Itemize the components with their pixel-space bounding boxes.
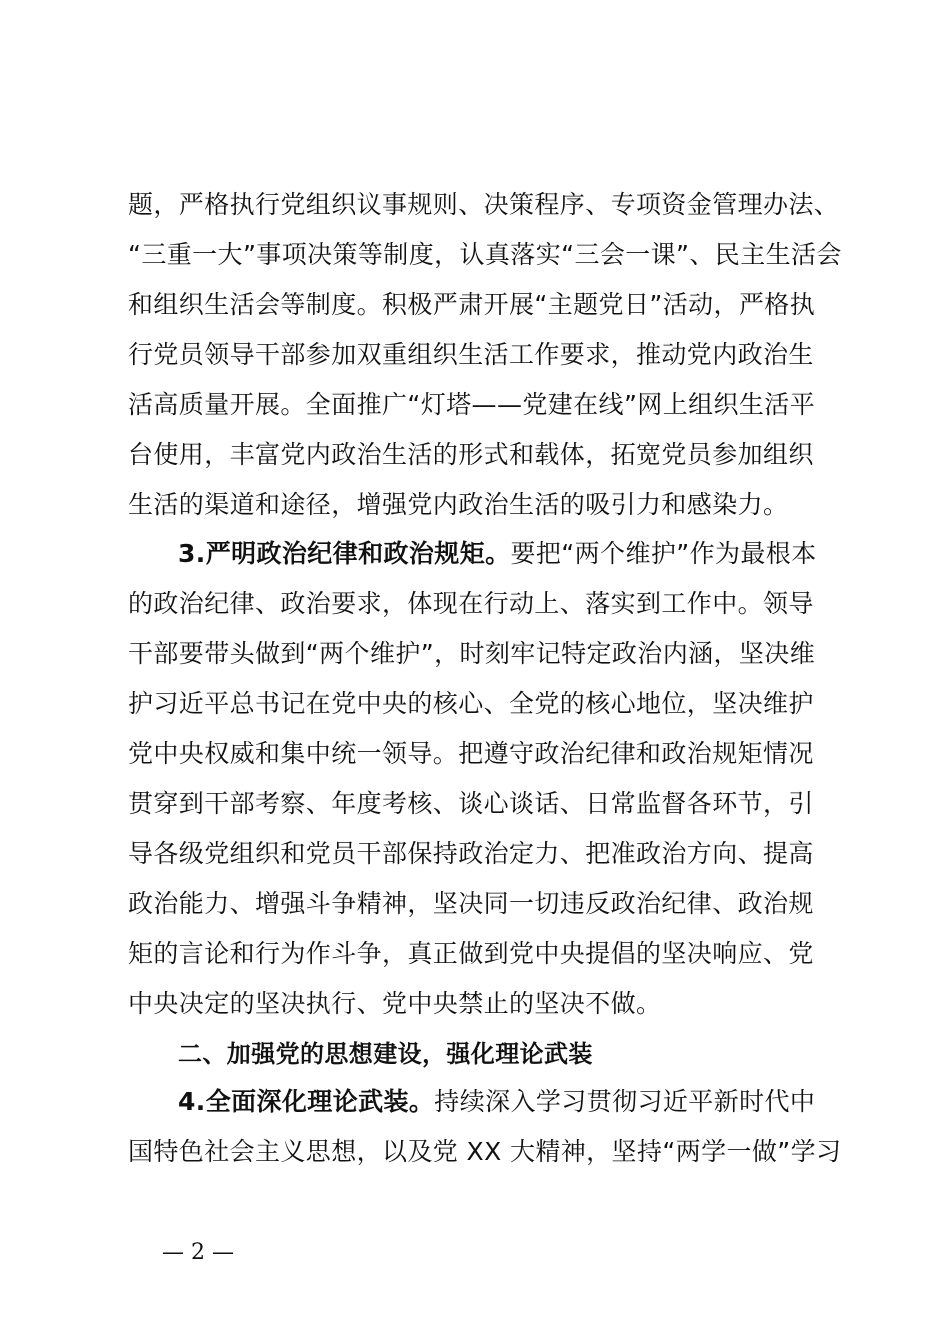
page-number: — 2 — — [162, 1240, 234, 1265]
text-line: 护习近平总书记在党中央的核心、全党的核心地位，坚决维护 — [128, 689, 814, 718]
section-heading: 二、加强党的思想建设，强化理论武装 — [178, 1040, 593, 1068]
paragraph-text: 持续深入学习贯彻习近平新时代中 — [434, 1087, 816, 1116]
text-line: 活高质量开展。全面推广“灯塔——党建在线”网上组织生活平 — [128, 390, 816, 419]
text-line: 导各级党组织和党员干部保持政治定力、把准政治方向、提高 — [128, 839, 814, 868]
paragraph-lead: 3.严明政治纪律和政治规矩。 — [178, 539, 511, 568]
text-line: 党中央权威和集中统一领导。把遵守政治纪律和政治规矩情况 — [128, 739, 814, 768]
paragraph-text: 要把“两个维护”作为最根本 — [510, 539, 817, 568]
paragraph-lead: 4.全面深化理论武装。 — [178, 1087, 435, 1116]
text-line — [178, 1086, 950, 1118]
text-line: 台使用，丰富党内政治生活的形式和载体，拓宽党员参加组织 — [128, 440, 814, 469]
text-line: 中央决定的坚决执行、党中央禁止的坚决不做。 — [128, 989, 662, 1018]
text-line: 题，严格执行党组织议事规则、决策程序、专项资金管理办法、 — [128, 190, 840, 219]
text-line: 和组织生活会等制度。积极严肃开展“主题党日”活动，严格执 — [128, 290, 816, 319]
text-line: 的政治纪律、政治要求，体现在行动上、落实到工作中。领导 — [128, 589, 814, 618]
text-line: 干部要带头做到“两个维护”，时刻牢记特定政治内涵，坚决维 — [128, 639, 816, 668]
text-line: 矩的言论和行为作斗争，真正做到党中央提倡的坚决响应、党 — [128, 939, 814, 968]
text-line: 政治能力、增强斗争精神，坚决同一切违反政治纪律、政治规 — [128, 889, 814, 918]
text-line: 生活的渠道和途径，增强党内政治生活的吸引力和感染力。 — [128, 490, 789, 519]
text-line: 贯穿到干部考察、年度考核、谈心谈话、日常监督各环节，引 — [128, 789, 814, 818]
text-line: 行党员领导干部参加双重组织生活工作要求，推动党内政治生 — [128, 340, 814, 369]
text-line — [178, 538, 950, 570]
text-line: 国特色社会主义思想，以及党 XX 大精神，坚持“两学一做”学习 — [128, 1137, 842, 1166]
text-line: “三重一大”事项决策等制度，认真落实“三会一课”、民主生活会 — [128, 240, 842, 269]
